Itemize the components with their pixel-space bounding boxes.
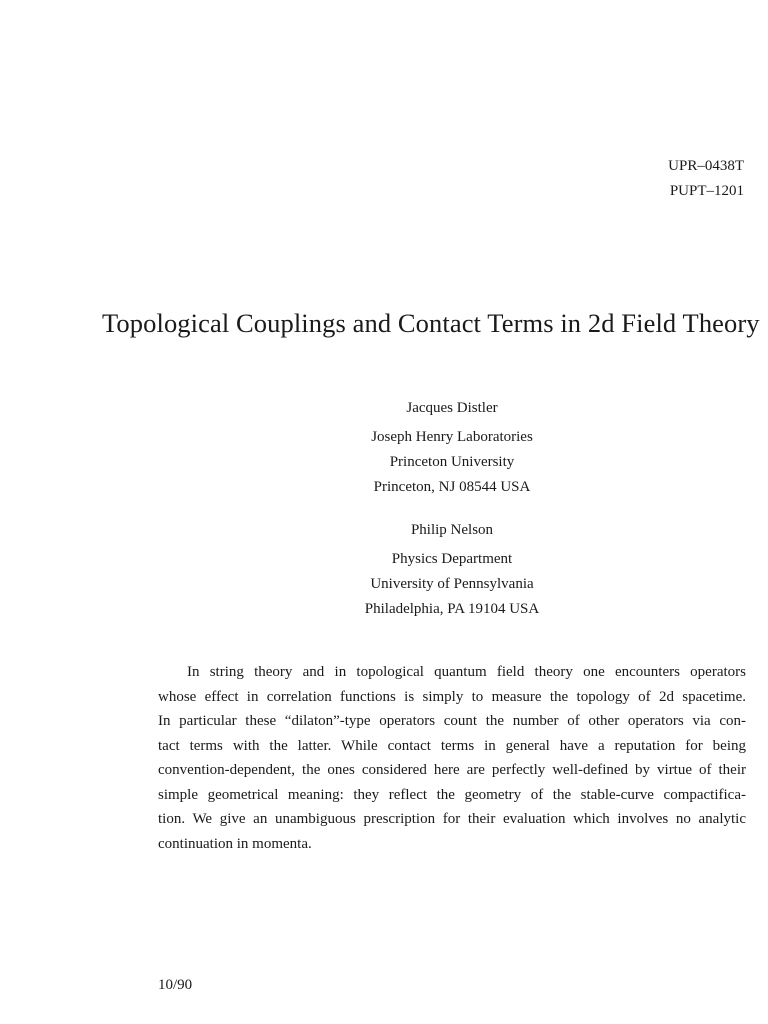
abstract-line: tion. We give an unambiguous prescription for their evaluation which involves no analytic [158, 811, 746, 827]
affiliation-line: Princeton, NJ 08544 USA [373, 479, 531, 495]
affiliation-line: Physics Department [391, 551, 513, 567]
report-number-upr: UPR–0438T [668, 158, 744, 174]
affiliation-line: Philadelphia, PA 19104 USA [364, 601, 540, 617]
abstract-line: whose effect in correlation functions is simply to measure the topology of 2d spacetime. [158, 688, 746, 705]
abstract-line: continuation in momenta. [158, 835, 312, 852]
affiliation-line: Princeton University [389, 454, 515, 470]
title-container [0, 308, 768, 339]
author-name-distler: Jacques Distler [406, 400, 498, 416]
report-number-pupt: PUPT–1201 [669, 183, 744, 199]
abstract-line: simple geometrical meaning: they reflect the geometry of the stable-curve compactifica- [158, 786, 746, 803]
abstract-line: tact terms with the latter. While contact terms in general have a reputation for being [158, 737, 746, 754]
abstract-line: In string theory and in topological quantum field theory one encounters operators [187, 664, 746, 680]
abstract-line: convention-dependent, the ones considered here are perfectly well-defined by virtue of their [158, 762, 746, 778]
affiliation-line: University of Pennsylvania [370, 576, 534, 592]
date: 10/90 [158, 977, 193, 993]
affiliation-line: Joseph Henry Laboratories [371, 429, 533, 445]
abstract-line: In particular these “dilaton”-type operators count the number of other operators via con- [158, 713, 746, 729]
abstract [158, 660, 746, 856]
author-name-nelson: Philip Nelson [410, 522, 494, 538]
paper-title: Topological Couplings and Contact Terms in 2d Field Theory [102, 308, 760, 338]
